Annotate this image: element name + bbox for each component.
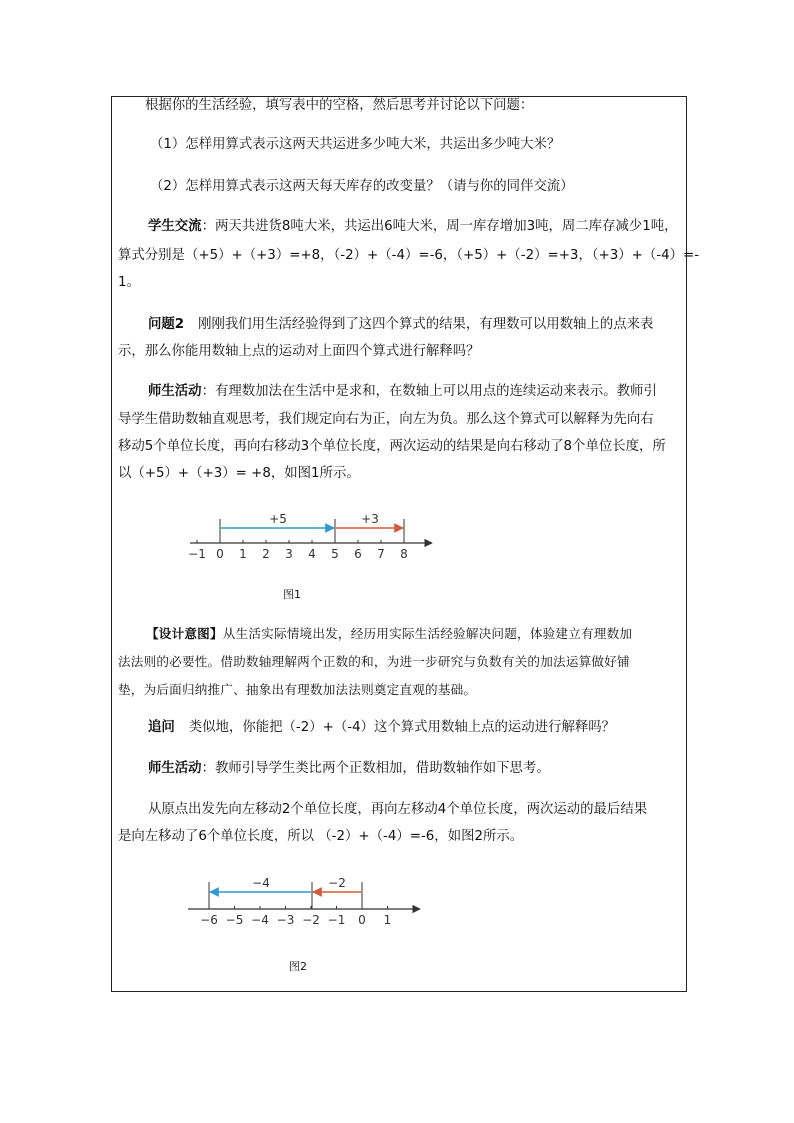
arrow-minus2-label: −2 [328, 876, 346, 890]
design-label: 【设计意图】 [146, 626, 223, 641]
arrow-minus4-label: −4 [252, 876, 270, 890]
tick-label: −5 [225, 913, 244, 927]
activity1-line4: 以（+5）+（+3）= +8，如图1所示。 [118, 466, 360, 481]
student-exchange-text: ：两天共进货8吨大米，共运出6吨大米，周一库存增加3吨，周二库存减少1吨， [201, 219, 678, 234]
explain-line2: 是向左移动了6个单位长度，所以 （-2）+（-4）=-6，如图2所示。 [118, 829, 524, 844]
arrow-plus3-label: +3 [361, 512, 379, 526]
activity1-line1 [148, 379, 708, 405]
tick-label: 8 [400, 547, 408, 561]
followup-label: 追问 [148, 720, 175, 735]
figure1-caption: 图1 [283, 588, 301, 601]
design-text: 从生活实际情境出发，经历用实际生活经验解决问题，体验建立有理数加 [222, 626, 633, 641]
tick-label: −2 [302, 913, 320, 927]
followup-line [148, 715, 708, 741]
tick-label: −6 [200, 913, 218, 927]
tick-label: −4 [251, 913, 269, 927]
tick-label: 0 [216, 547, 224, 561]
tick-label: 7 [377, 547, 385, 561]
question-1: （1）怎样用算式表示这两天共运进多少吨大米，共运出多少吨大米？ [150, 137, 561, 152]
followup-text: 类似地，你能把（-2）+（-4）这个算式用数轴上点的运动进行解释吗？ [188, 720, 616, 735]
tick-label: 3 [285, 547, 293, 561]
tick-label: 0 [358, 913, 366, 927]
activity1-label: 师生活动 [148, 384, 202, 399]
problem2-line2: 示，那么你能用数轴上点的运动对上面四个算式进行解释吗？ [118, 344, 480, 359]
problem2-line1 [148, 312, 708, 338]
student-exchange-line1 [148, 214, 708, 240]
activity2-line [148, 756, 708, 782]
tick-label: −1 [327, 913, 346, 927]
tick-label: −1 [188, 547, 206, 561]
explain-line1: 从原点出发先向左移动2个单位长度，再向左移动4个单位长度，两次运动的最后结果 [148, 802, 648, 817]
activity1-line3: 移动5个单位长度，再向右移动3个单位长度，两次运动的结果是向右移动了8个单位长度，所 [118, 439, 666, 454]
design-line3: 垫，为后面归纳推广、抽象出有理数加法法则奠定直观的基础。 [118, 682, 477, 697]
tick-label: 5 [331, 547, 339, 561]
activity1-line2: 导学生借助数轴直观思考，我们规定向右为正，向左为负。那么这个算式可以解释为先向右 [118, 412, 654, 427]
activity2-label: 师生活动 [148, 761, 202, 776]
student-exchange-line2: 算式分别是（+5）+（+3）=+8，（-2）+（-4）=-6，（+5）+（-2）=+3，（+3）+（-4）=- [118, 248, 700, 263]
activity1-text: ：有理数加法在生活中是求和，在数轴上可以用点的连续运动来表示。教师引 [201, 384, 657, 399]
intro-text: 根据你的生活经验，填写表中的空格，然后思考并讨论以下问题： [145, 98, 534, 113]
figure2-caption: 图2 [289, 960, 307, 973]
tick-label: 6 [354, 547, 362, 561]
tick-label: 2 [262, 547, 270, 561]
design-line2: 法法则的必要性。借助数轴理解两个正数的和，为进一步研究与负数有关的加法运算做好铺 [118, 654, 630, 669]
student-exchange-label: 学生交流 [148, 219, 202, 234]
problem2-label: 问题2 [148, 317, 185, 332]
tick-label: 1 [383, 913, 392, 927]
number-line-figure-2 [180, 870, 430, 930]
tick-label: 4 [308, 547, 316, 561]
activity2-text: ：教师引导学生类比两个正数相加，借助数轴作如下思考。 [201, 761, 550, 776]
number-line-figure-1 [180, 505, 440, 565]
arrow-plus5-label: +5 [269, 512, 287, 526]
question-2: （2）怎样用算式表示这两天每天库存的改变量？（请与你的同伴交流） [150, 179, 574, 194]
problem2-text: 刚刚我们用生活经验得到了这四个算式的结果，有理数可以用数轴上的点来表 [198, 317, 654, 332]
tick-label: 1 [239, 547, 247, 561]
tick-label: −3 [276, 913, 295, 927]
design-line1 [146, 620, 706, 648]
student-exchange-line3: 1。 [118, 275, 140, 290]
